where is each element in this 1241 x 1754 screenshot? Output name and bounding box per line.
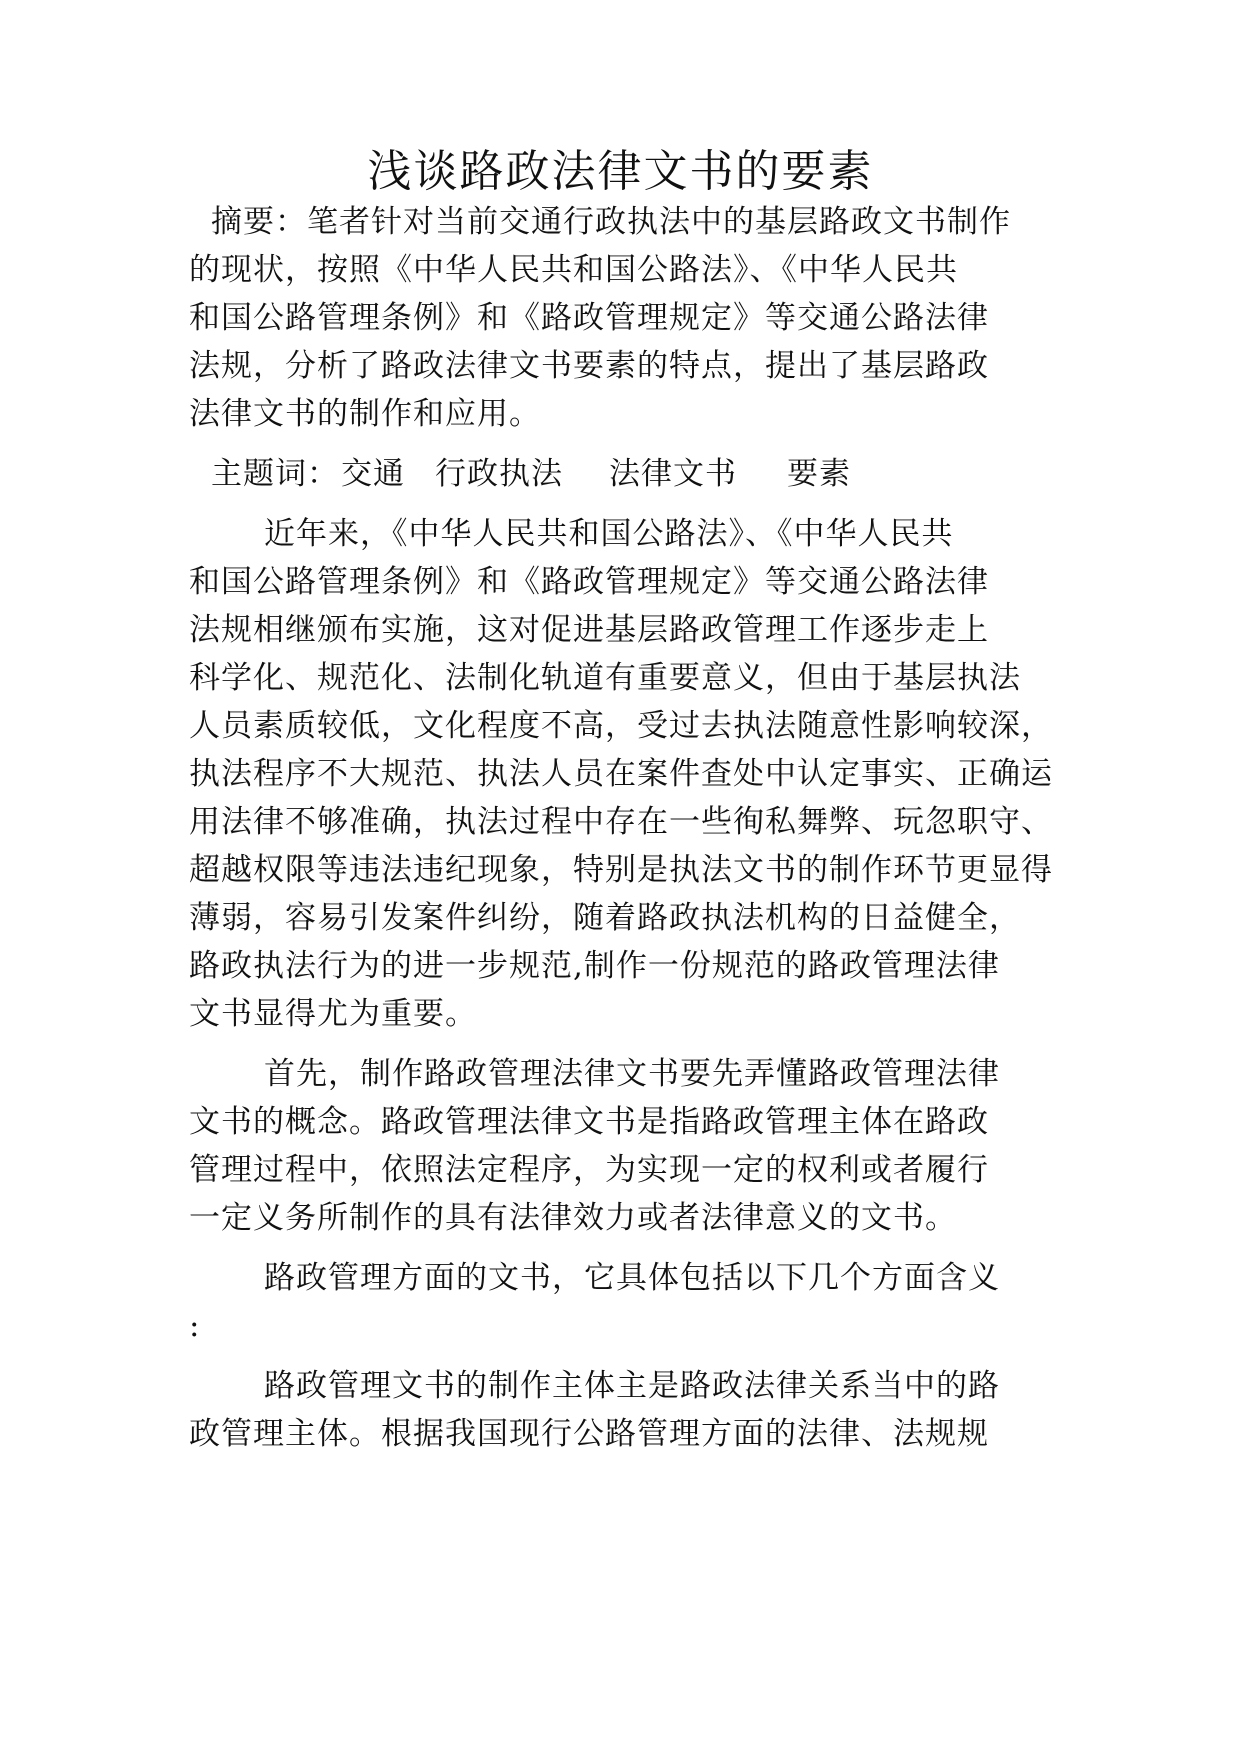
paragraph-line: 用法律不够准确，执法过程中存在一些徇私舞弊、玩忽职守、 <box>189 804 1053 840</box>
keyword: 交通 <box>341 456 405 492</box>
paragraph-line: 和国公路管理条例》和《路政管理规定》等交通公路法律 <box>189 564 989 600</box>
paragraph-line: 首先，制作路政管理法律文书要先弄懂路政管理法律 <box>264 1056 1000 1092</box>
abstract-line: 法律文书的制作和应用。 <box>189 396 541 432</box>
paragraph-line: 近年来，《中华人民共和国公路法》、《中华人民共 <box>264 516 954 552</box>
paragraph-line: 人员素质较低，文化程度不高，受过去执法随意性影响较深， <box>189 708 1053 744</box>
paragraph-line: 政管理主体。根据我国现行公路管理方面的法律、法规规 <box>189 1416 989 1452</box>
paragraph-line: 超越权限等违法违纪现象，特别是执法文书的制作环节更显得 <box>189 852 1053 888</box>
keywords-line <box>211 454 851 494</box>
abstract-line: 的现状，按照《中华人民共和国公路法》、《中华人民共 <box>189 252 958 288</box>
keyword: 法律文书 <box>609 456 737 492</box>
keywords-label: 主题词： <box>211 456 339 492</box>
paragraph-line: : <box>189 1308 201 1344</box>
abstract-line: 法规，分析了路政法律文书要素的特点，提出了基层路政 <box>189 348 989 384</box>
keyword: 行政执法 <box>435 456 563 492</box>
keyword: 要素 <box>787 456 851 492</box>
paragraph-line: 薄弱，容易引发案件纠纷，随着路政执法机构的日益健全， <box>189 900 1021 936</box>
paragraph-line: 文书的概念。路政管理法律文书是指路政管理主体在路政 <box>189 1104 989 1140</box>
abstract-line: 和国公路管理条例》和《路政管理规定》等交通公路法律 <box>189 300 989 336</box>
paragraph-line: 路政执法行为的进一步规范,制作一份规范的路政管理法律 <box>189 948 1000 984</box>
paragraph-line: 科学化、规范化、法制化轨道有重要意义，但由于基层执法 <box>189 660 1021 696</box>
paragraph-line: 管理过程中，依照法定程序，为实现一定的权利或者履行 <box>189 1152 989 1188</box>
paragraph-line: 路政管理文书的制作主体主是路政法律关系当中的路 <box>264 1368 1000 1404</box>
paragraph-line: 法规相继颁布实施，这对促进基层路政管理工作逐步走上 <box>189 612 989 648</box>
paragraph-line: 文书显得尤为重要。 <box>189 996 477 1032</box>
paragraph-line: 一定义务所制作的具有法律效力或者法律意义的文书。 <box>189 1200 957 1236</box>
abstract-line: 摘要：笔者针对当前交通行政执法中的基层路政文书制作 <box>211 204 1011 240</box>
paragraph-line: 路政管理方面的文书，它具体包括以下几个方面含义 <box>264 1260 1000 1296</box>
paragraph-line: 执法程序不大规范、执法人员在案件查处中认定事实、正确运 <box>189 756 1053 792</box>
document-title: 浅谈路政法律文书的要素 <box>367 146 874 197</box>
